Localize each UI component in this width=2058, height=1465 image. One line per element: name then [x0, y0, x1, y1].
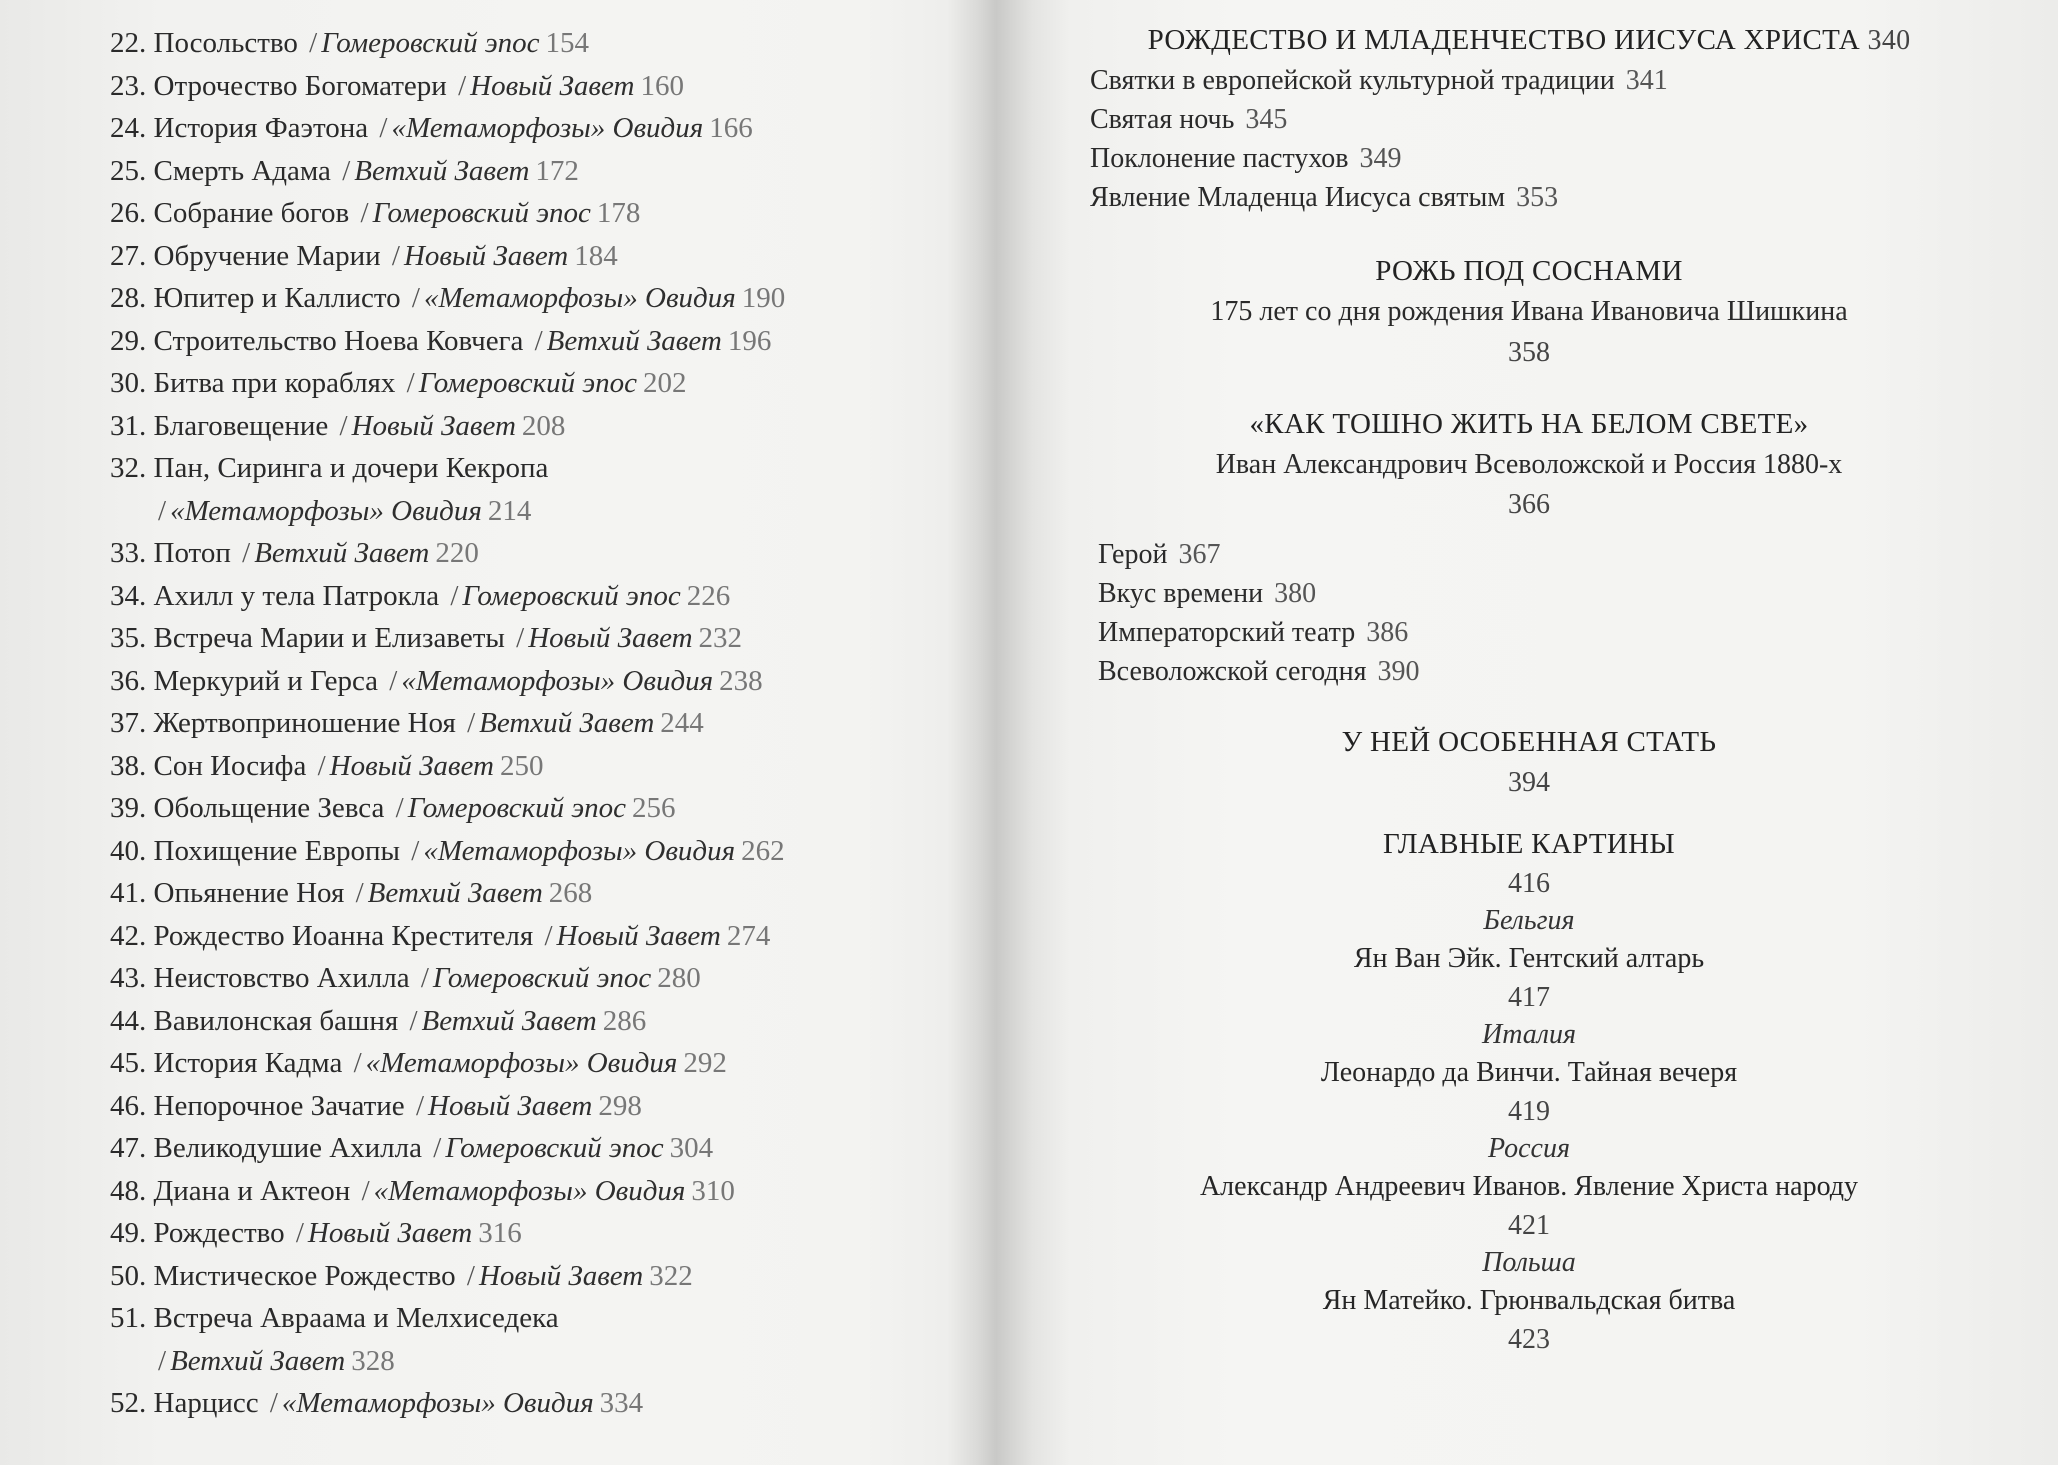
toc-entry	[110, 447, 785, 532]
entry-number: 52.	[110, 1387, 147, 1419]
toc-entry	[110, 915, 785, 958]
entry-page: 286	[602, 1004, 647, 1037]
toc-entry	[110, 1297, 785, 1382]
entry-title: Нарцисс	[153, 1387, 259, 1419]
section-subtitle: Иван Александрович Всеволожской и Россия 1880-х	[1215, 449, 1843, 480]
entry-number: 51.	[110, 1302, 147, 1334]
entry-source: «Метаморфозы» Овидия	[423, 834, 736, 867]
entry-title: Рождество Иоанна Крестителя	[153, 919, 534, 952]
separator: /	[466, 1259, 475, 1292]
separator: /	[389, 664, 398, 697]
toc-entry	[110, 660, 785, 703]
subsection-page: 380	[1274, 578, 1317, 609]
entry-page: 334	[599, 1387, 644, 1419]
entry-page: 184	[574, 239, 618, 272]
toc-entry	[110, 1212, 785, 1255]
painting-title: Александр Андреевич Иванов. Явление Христа народу	[1199, 1171, 1859, 1202]
entry-title: Встреча Марии и Елизаветы	[153, 622, 505, 654]
entry-page: 322	[649, 1259, 693, 1292]
entry-source: «Метаморфозы» Овидия	[423, 282, 736, 314]
separator: /	[450, 579, 459, 612]
toc-list	[110, 22, 785, 1425]
entry-number: 48.	[110, 1174, 147, 1207]
entry-number: 41.	[110, 877, 147, 909]
entry-source: Ветхий Завет	[546, 324, 722, 357]
toc-entry	[110, 107, 785, 150]
separator: /	[158, 1344, 167, 1377]
entry-number: 31.	[110, 409, 147, 442]
entry-number: 50.	[110, 1259, 147, 1292]
entry-continuation	[110, 490, 785, 533]
separator: /	[158, 494, 167, 527]
country-block	[1000, 1131, 2058, 1245]
entry-title: Мистическое Рождество	[153, 1259, 456, 1292]
painting-title: Ян Матейко. Грюнвальдская битва	[1322, 1285, 1736, 1316]
country-name: Россия	[1488, 1133, 1570, 1164]
entry-number: 38.	[110, 749, 147, 782]
section-vsevolozhsky	[1000, 403, 2058, 691]
subsection-item	[1090, 61, 2058, 100]
entry-title: Опьянение Ноя	[153, 877, 345, 909]
separator: /	[317, 749, 326, 782]
entry-number: 30.	[110, 367, 147, 399]
separator: /	[411, 834, 420, 867]
section-subtitle: 175 лет со дня рождения Ивана Ивановича Шишкина	[1210, 296, 1848, 327]
entry-number: 42.	[110, 919, 147, 952]
entry-page: 160	[640, 69, 684, 102]
toc-entry	[110, 1085, 785, 1128]
entry-page: 256	[632, 792, 676, 824]
toc-entry	[110, 1170, 785, 1213]
painting-page: 417	[1508, 982, 1550, 1013]
entry-source: Новый Завет	[351, 409, 516, 442]
entry-page: 274	[726, 919, 771, 952]
entry-source: «Метаморфозы» Овидия	[281, 1387, 594, 1419]
entry-title: Жертвоприношение Ноя	[153, 707, 456, 739]
entry-page: 298	[598, 1089, 642, 1122]
entry-source: Новый Завет	[478, 1259, 644, 1292]
subsection-title: Святки в европейской культурной традиции	[1090, 65, 1615, 96]
entry-title: Благовещение	[153, 409, 329, 442]
entry-title: Отрочество Богоматери	[153, 69, 447, 102]
separator: /	[360, 197, 369, 229]
entry-title: Непорочное Зачатие	[153, 1089, 405, 1122]
entry-number: 29.	[110, 324, 147, 357]
entry-title: Потоп	[153, 537, 231, 569]
entry-source: Ветхий Завет	[421, 1004, 597, 1037]
entry-page: 262	[741, 834, 785, 867]
entry-source: «Метаморфозы» Овидия	[401, 664, 714, 697]
section-title: ГЛАВНЫЕ КАРТИНЫ	[1383, 828, 1675, 860]
separator: /	[361, 1174, 370, 1207]
toc-entry	[110, 957, 785, 1000]
country-name: Польша	[1482, 1247, 1576, 1278]
separator: /	[309, 27, 318, 59]
entry-number: 32.	[110, 452, 147, 484]
entry-page: 190	[741, 282, 786, 314]
section-title: РОЖДЕСТВО И МЛАДЕНЧЕСТВО ИИСУСА ХРИСТА	[1147, 24, 1860, 56]
toc-entry	[110, 702, 785, 745]
entry-source: Ветхий Завет	[479, 707, 655, 739]
entry-source: Гомеровский эпос	[462, 579, 681, 612]
entry-page: 154	[545, 27, 590, 59]
entry-source: Гомеровский эпос	[321, 27, 540, 59]
section-title: «КАК ТОШНО ЖИТЬ НА БЕЛОМ СВЕТЕ»	[1249, 408, 1809, 440]
section-osobennaya-stat	[1000, 721, 2058, 803]
entry-title: Собрание богов	[153, 197, 350, 229]
entry-number: 26.	[110, 197, 147, 229]
entry-page: 238	[719, 664, 763, 697]
section-page-number: 358	[1508, 337, 1550, 368]
entry-page: 232	[698, 622, 743, 654]
entry-title: Обольщение Зевса	[153, 792, 385, 824]
toc-entry	[110, 22, 785, 65]
toc-entry	[110, 150, 785, 193]
entry-page: 220	[435, 537, 479, 569]
entry-title: Похищение Европы	[153, 834, 401, 867]
subsection-list	[1090, 61, 2058, 217]
separator: /	[467, 707, 476, 739]
subsection-page: 345	[1245, 104, 1288, 135]
separator: /	[295, 1217, 304, 1249]
country-name: Италия	[1481, 1019, 1576, 1050]
separator: /	[415, 1089, 424, 1122]
entry-page: 178	[596, 197, 641, 229]
entry-title: Ахилл у тела Патрокла	[153, 579, 440, 612]
subsection-page: 349	[1359, 143, 1402, 174]
subsection-item	[1098, 613, 2058, 652]
entry-page: 310	[691, 1174, 735, 1207]
entry-page: 316	[478, 1217, 522, 1249]
subsection-item	[1090, 100, 2058, 139]
section-page-number: 416	[1508, 868, 1550, 899]
entry-title: История Фаэтона	[153, 112, 369, 144]
entry-title: Меркурий и Герса	[153, 664, 379, 697]
separator: /	[242, 537, 251, 569]
entry-title: Встреча Авраама и Мелхиседека	[153, 1302, 559, 1334]
entry-number: 27.	[110, 239, 147, 272]
toc-entry	[110, 362, 785, 405]
separator: /	[379, 112, 388, 144]
subsection-title: Поклонение пастухов	[1090, 143, 1349, 174]
subsection-title: Герой	[1098, 539, 1168, 570]
entry-title: Рождество	[153, 1217, 285, 1249]
entry-source: Гомеровский эпос	[407, 792, 627, 824]
subsection-item	[1090, 139, 2058, 178]
entry-source: Ветхий Завет	[354, 154, 530, 187]
section-heading	[1000, 20, 2058, 61]
separator: /	[355, 877, 364, 909]
entry-number: 34.	[110, 579, 147, 612]
toc-entry	[110, 1255, 785, 1298]
subsection-item	[1098, 652, 2058, 691]
entry-title: Великодушие Ахилла	[153, 1132, 422, 1164]
entry-source: Ветхий Завет	[367, 877, 543, 909]
section-shishkin	[1000, 251, 2058, 373]
separator: /	[395, 792, 404, 824]
separator: /	[534, 324, 543, 357]
entry-number: 33.	[110, 537, 147, 569]
separator: /	[420, 962, 429, 994]
entry-page: 304	[669, 1132, 714, 1164]
separator: /	[406, 367, 415, 399]
entry-number: 45.	[110, 1047, 147, 1079]
entry-page: 292	[683, 1047, 727, 1079]
toc-entry	[110, 1382, 785, 1425]
entry-number: 40.	[110, 834, 147, 867]
toc-entry	[110, 320, 785, 363]
painting-page: 421	[1508, 1210, 1550, 1241]
separator: /	[411, 282, 420, 314]
subsection-page: 353	[1516, 182, 1559, 213]
toc-entry	[110, 830, 785, 873]
entry-title: Пан, Сиринга и дочери Кекропа	[153, 452, 549, 484]
painting-page: 423	[1508, 1324, 1550, 1355]
entry-title: Неистовство Ахилла	[153, 962, 410, 994]
subsection-title: Императорский театр	[1098, 617, 1356, 648]
subsection-page: 386	[1366, 617, 1409, 648]
section-page-number: 340	[1867, 25, 1911, 56]
entry-number: 46.	[110, 1089, 147, 1122]
painting-title: Ян Ван Эйк. Гентский алтарь	[1353, 943, 1705, 974]
subsection-page: 341	[1625, 65, 1668, 96]
subsection-item	[1098, 535, 2058, 574]
entry-title: Вавилонская башня	[153, 1004, 399, 1037]
separator: /	[339, 409, 348, 442]
toc-entry	[110, 405, 785, 448]
toc-entry	[110, 192, 785, 235]
entry-number: 47.	[110, 1132, 147, 1164]
painting-title: Леонардо да Винчи. Тайная вечеря	[1320, 1057, 1738, 1088]
separator: /	[353, 1047, 362, 1079]
entry-page: 280	[657, 962, 701, 994]
separator: /	[269, 1387, 278, 1419]
toc-entry	[110, 575, 785, 618]
separator: /	[391, 239, 400, 272]
subsection-item	[1090, 178, 2058, 217]
toc-entry	[110, 277, 785, 320]
painting-page: 419	[1508, 1096, 1550, 1127]
entry-number: 22.	[110, 27, 147, 59]
entry-source: Гомеровский эпос	[418, 367, 638, 399]
entry-number: 24.	[110, 112, 147, 144]
subsection-title: Всеволожской сегодня	[1098, 656, 1367, 687]
toc-entry	[110, 1127, 785, 1170]
entry-title: Сон Иосифа	[153, 749, 307, 782]
entry-title: Посольство	[153, 27, 298, 59]
right-page	[1000, 0, 2058, 1465]
entry-number: 37.	[110, 707, 147, 739]
entry-page: 166	[709, 112, 753, 144]
entry-number: 43.	[110, 962, 147, 994]
entry-number: 28.	[110, 282, 147, 314]
section-page-number: 366	[1508, 489, 1550, 520]
entry-title: Строительство Ноева Ковчега	[153, 324, 524, 357]
entry-number: 36.	[110, 664, 147, 697]
entry-title: Юпитер и Каллисто	[153, 282, 401, 314]
entry-page: 226	[686, 579, 731, 612]
left-page	[0, 0, 985, 1465]
entry-title: Смерть Адама	[153, 154, 331, 187]
toc-entry	[110, 65, 785, 108]
toc-entry	[110, 1042, 785, 1085]
separator: /	[433, 1132, 442, 1164]
entry-number: 23.	[110, 69, 147, 102]
entry-page: 244	[660, 707, 704, 739]
entry-number: 44.	[110, 1004, 147, 1037]
separator: /	[342, 154, 351, 187]
entry-source: Гомеровский эпос	[432, 962, 652, 994]
section-page-number: 394	[1508, 767, 1550, 798]
entry-source: «Метаморфозы» Овидия	[365, 1047, 678, 1079]
entry-page: 328	[351, 1344, 395, 1377]
toc-entry	[110, 787, 785, 830]
section-main-paintings	[1000, 823, 2058, 1359]
subsection-page: 367	[1178, 539, 1221, 570]
entry-number: 25.	[110, 154, 147, 187]
entry-page: 208	[521, 409, 566, 442]
toc-entry	[110, 872, 785, 915]
entry-source: Новый Завет	[428, 1089, 593, 1122]
entry-source: «Метаморфозы» Овидия	[373, 1174, 686, 1207]
country-name: Бельгия	[1483, 905, 1575, 936]
entry-title: История Кадма	[153, 1047, 343, 1079]
entry-source: Новый Завет	[528, 622, 693, 654]
entry-source: Ветхий Завет	[170, 1344, 346, 1377]
entry-source: «Метаморфозы» Овидия	[391, 112, 704, 144]
entry-source: Гомеровский эпос	[372, 197, 591, 229]
entry-number: 49.	[110, 1217, 147, 1249]
entry-source: Новый Завет	[556, 919, 721, 952]
separator: /	[458, 69, 467, 102]
subsection-title: Явление Младенца Иисуса святым	[1090, 182, 1506, 213]
entry-source: Новый Завет	[470, 69, 635, 102]
entry-page: 202	[643, 367, 687, 399]
entry-source: «Метаморфозы» Овидия	[170, 494, 482, 527]
country-block	[1000, 1245, 2058, 1359]
entry-source: Гомеровский эпос	[445, 1132, 664, 1164]
separator: /	[409, 1004, 418, 1037]
country-block	[1000, 1017, 2058, 1131]
toc-entry	[110, 532, 785, 575]
separator: /	[544, 919, 553, 952]
section-christmas	[1000, 20, 2058, 217]
toc-entry	[110, 745, 785, 788]
entry-page: 214	[487, 494, 532, 527]
entry-source: Новый Завет	[329, 749, 494, 782]
entry-page: 250	[499, 749, 544, 782]
entry-source: Новый Завет	[403, 239, 569, 272]
entry-title: Диана и Актеон	[153, 1174, 351, 1207]
subsection-list	[1098, 535, 2058, 691]
entry-title: Битва при кораблях	[153, 367, 396, 399]
toc-entry	[110, 1000, 785, 1043]
entry-page: 196	[727, 324, 772, 357]
entry-title: Обручение Марии	[153, 239, 381, 272]
entry-continuation	[110, 1340, 785, 1383]
right-column	[1000, 20, 2058, 1359]
subsection-title: Святая ночь	[1090, 104, 1235, 135]
subsection-item	[1098, 574, 2058, 613]
toc-entry	[110, 235, 785, 278]
entry-number: 35.	[110, 622, 147, 654]
separator: /	[516, 622, 525, 654]
subsection-title: Вкус времени	[1098, 578, 1264, 609]
entry-source: Ветхий Завет	[254, 537, 430, 569]
entry-page: 268	[548, 877, 593, 909]
section-title: РОЖЬ ПОД СОСНАМИ	[1375, 255, 1683, 287]
entry-page: 172	[535, 154, 579, 187]
toc-entry	[110, 617, 785, 660]
section-title: У НЕЙ ОСОБЕННАЯ СТАТЬ	[1341, 726, 1717, 758]
subsection-page: 390	[1377, 656, 1420, 687]
entry-source: Новый Завет	[307, 1217, 473, 1249]
entry-number: 39.	[110, 792, 147, 824]
country-block	[1000, 903, 2058, 1017]
